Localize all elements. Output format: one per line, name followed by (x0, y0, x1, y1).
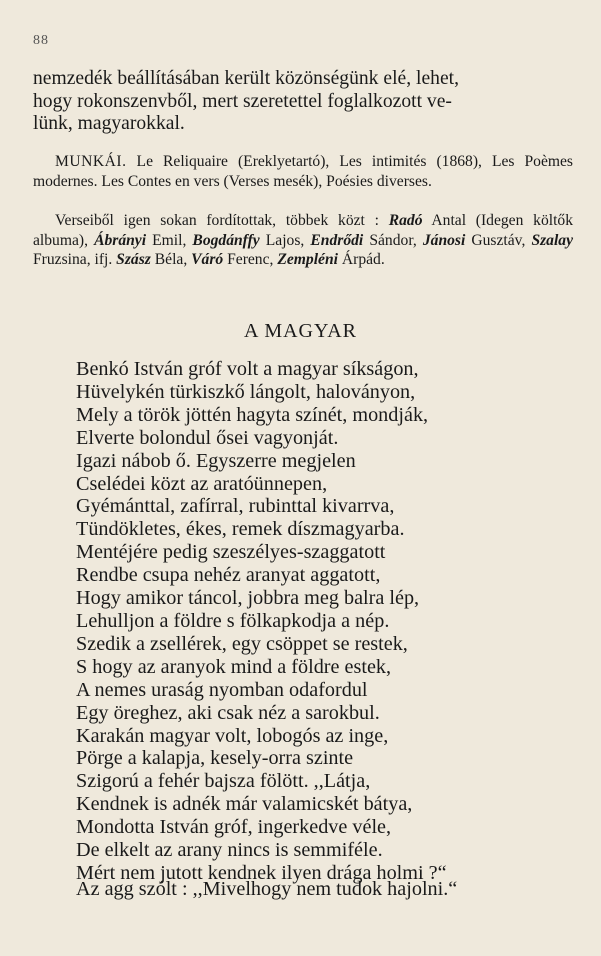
poem-line: Benkó István gróf volt a magyar síkságon, (76, 358, 419, 380)
poem-body (76, 358, 566, 885)
poem-line: Mely a török jöttén hagyta színét, mondják, (76, 403, 429, 426)
poem-line: Rendbe csupa nehéz aranyat aggatott, (76, 564, 381, 587)
translations-text: Verseiből igen sokan fordítottak, többek közt : (55, 212, 389, 229)
poem-line: Egy öreghez, aki csak néz a sarokbul. (76, 701, 380, 724)
intro-paragraph (33, 68, 573, 136)
translator-name: Bogdánffy (192, 231, 260, 249)
poem-line: Karakán magyar volt, lobogós az inge, (76, 724, 389, 747)
intro-line: hogy rokonszenvből, mert szeretettel foglalkozott ve- (33, 90, 452, 112)
translations-text: Béla, (150, 251, 192, 268)
poem-line: Mért nem jutott kendnek ilyen drága holmi ?“ (76, 861, 447, 884)
poem-line: Hogy amikor táncol, jobbra meg balra lép, (76, 587, 420, 610)
poem-line: Elverte bolondul ősei vagyonját. (76, 426, 339, 449)
poem-title: A MAGYAR (243, 320, 358, 342)
translations-text: Emil, (146, 231, 193, 249)
translations-paragraph (33, 211, 573, 270)
translations-text: Antal (Idegen költők albuma), (33, 212, 573, 249)
translator-name: Szász (116, 251, 151, 268)
poem-line: Tündökletes, ékes, remek díszmagyarba. (76, 518, 405, 541)
translator-name: Radó (388, 212, 423, 229)
translations-text: Lajos, (259, 231, 311, 249)
translator-name: Endrődi (310, 231, 364, 249)
poem-line: Mentéjére pedig szeszélyes-szaggatott (76, 541, 386, 564)
poem-line: Mondotta István gróf, ingerkedve véle, (76, 816, 392, 839)
poem-line: De elkelt az arany nincs is semmiféle. (76, 839, 383, 862)
poem-line: S hogy az aranyok mind a földre estek, (76, 655, 392, 678)
poem-line: Kendnek is adnék már valamicskét bátya, (76, 793, 413, 816)
translations-text: Fruzsina, ifj. (33, 251, 117, 268)
poem-line: Cselédei közt az aratóünnepen, (76, 472, 328, 495)
intro-line: lünk, magyarokkal. (33, 113, 185, 134)
translator-name: Váró (191, 251, 224, 268)
poem-line: Lehulljon a földre s fölkapkodja a nép. (76, 609, 390, 632)
translations-text: Árpád. (337, 251, 385, 268)
works-text: Le Reliquaire (Ereklyetartó), Les intimités (1868), Les Poèmes modernes. Les Contes en vers (Verses mesék), Poésies diverses. (33, 153, 574, 190)
translator-name: Jánosi (422, 231, 466, 249)
translations-text: Gusztáv, (465, 231, 532, 249)
translations-text: Sándor, (363, 231, 423, 249)
translator-name: Zempléni (277, 251, 338, 268)
closing-line: Az agg szólt : ,,Mivelhogy nem tudok hajolni.“ (76, 878, 458, 900)
poem-line: Szedik a zsellérek, egy csöppet se restek, (76, 632, 408, 655)
poem-line: Igazi nábob ő. Egyszerre megjelen (76, 449, 356, 472)
poem-line: Gyémánttal, zafírral, rubinttal kivarrva, (76, 495, 395, 518)
poem-line: A nemes uraság nyomban odafordul (76, 678, 368, 701)
page-number: 88 (33, 33, 49, 48)
translator-name: Szalay (531, 231, 574, 249)
translator-name: Ábrányi (94, 231, 147, 249)
works-label: MUNKÁI. (55, 153, 127, 170)
poem-line: Szigorú a fehér bajsza fölött. ,,Látja, (76, 770, 371, 793)
poem-line: Hüvelykén türkiszkő lángolt, haloványon, (76, 380, 416, 403)
poem-line: Pörge a kalapja, kesely-orra szinte (76, 747, 354, 770)
translations-text: Ferenc, (223, 251, 278, 268)
works-paragraph (33, 152, 573, 191)
intro-line: nemzedék beállításában került közönségünk elé, lehet, (33, 68, 459, 89)
